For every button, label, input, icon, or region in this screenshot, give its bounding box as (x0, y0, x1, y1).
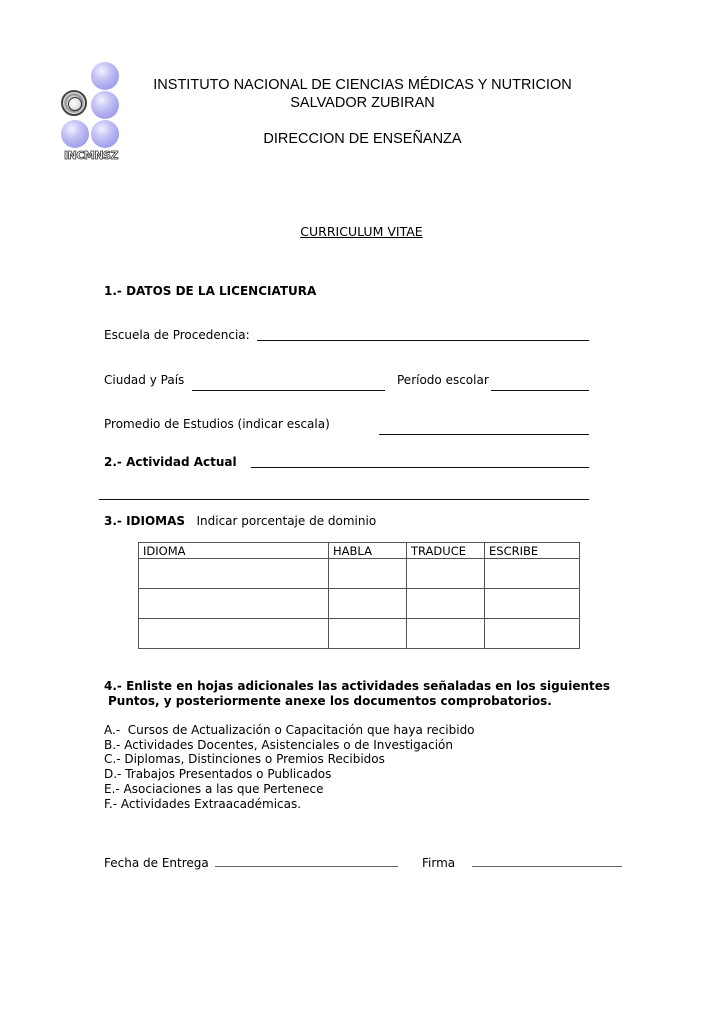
column-header-idioma: IDIOMA (139, 543, 329, 559)
logo-sphere-icon (61, 120, 89, 148)
section3-subtitle: Indicar porcentaje de dominio (196, 514, 377, 528)
actividad-field[interactable] (251, 467, 589, 468)
promedio-label: Promedio de Estudios (indicar escala) (104, 417, 330, 431)
list-item: A.- Cursos de Actualización o Capacitación que haya recibido (104, 723, 475, 737)
habla-cell[interactable] (329, 619, 407, 649)
idioma-cell[interactable] (139, 559, 329, 589)
section4-heading (104, 679, 610, 709)
firma-label: Firma (422, 856, 456, 870)
logo-acronym: INCMNSZ (64, 149, 118, 162)
fecha-field[interactable] (215, 866, 398, 867)
column-header-habla: HABLA (329, 543, 407, 559)
section3-heading: 3.- IDIOMAS (104, 514, 186, 528)
actividad-field-continued[interactable] (99, 499, 589, 500)
escuela-field[interactable] (257, 340, 589, 341)
section1-heading: 1.- DATOS DE LA LICENCIATURA (104, 284, 317, 298)
firma-field[interactable] (472, 866, 622, 867)
list-item: E.- Asociaciones a las que Pertenece (104, 781, 324, 796)
logo-sphere-icon (91, 62, 119, 90)
ciudad-field[interactable] (192, 390, 385, 391)
habla-cell[interactable] (329, 589, 407, 619)
languages-table (138, 542, 580, 649)
seal-icon (61, 90, 87, 116)
institution-logo (55, 58, 125, 170)
fecha-label: Fecha de Entrega (104, 856, 209, 870)
promedio-field[interactable] (379, 434, 589, 435)
table-header-row (139, 543, 580, 559)
institution-name-line1: INSTITUTO NACIONAL DE CIENCIAS MÉDICAS Y NUTRICION (153, 77, 572, 93)
traduce-cell[interactable] (407, 559, 485, 589)
table-row (139, 559, 580, 589)
logo-sphere-icon (91, 120, 119, 148)
institution-name-line2: SALVADOR ZUBIRAN (290, 95, 435, 111)
section4-heading-line1: 4.- Enliste en hojas adicionales las actividades señaladas en los siguientes (104, 679, 611, 693)
escribe-cell[interactable] (485, 589, 580, 619)
escuela-label: Escuela de Procedencia: (104, 328, 250, 342)
escribe-cell[interactable] (485, 559, 580, 589)
document-title-text: CURRICULUM VITAE (300, 224, 423, 239)
table-row (139, 589, 580, 619)
habla-cell[interactable] (329, 559, 407, 589)
escribe-cell[interactable] (485, 619, 580, 649)
periodo-label: Período escolar (397, 373, 489, 387)
list-item: F.- Actividades Extraacadémicas. (104, 796, 302, 811)
list-item: C.- Diplomas, Distinciones o Premios Recibidos (104, 752, 385, 767)
section4-heading-line2: Puntos, y posteriormente anexe los documentos comprobatorios. (108, 694, 552, 708)
traduce-cell[interactable] (407, 589, 485, 619)
list-item: D.- Trabajos Presentados o Publicados (104, 767, 332, 782)
periodo-field[interactable] (491, 390, 589, 391)
document-title (0, 224, 725, 239)
table-row (139, 619, 580, 649)
column-header-escribe: ESCRIBE (485, 543, 580, 559)
list-item: B.- Actividades Docentes, Asistenciales o de Investigación (104, 737, 453, 752)
section2-heading: 2.- Actividad Actual (104, 455, 237, 469)
logo-sphere-icon (91, 91, 119, 119)
section3-header (104, 514, 376, 528)
activities-list (104, 723, 475, 811)
document-header (140, 76, 585, 148)
traduce-cell[interactable] (407, 619, 485, 649)
column-header-traduce: TRADUCE (407, 543, 485, 559)
ciudad-label: Ciudad y País (104, 373, 185, 387)
idioma-cell[interactable] (139, 589, 329, 619)
department-name: DIRECCION DE ENSEÑANZA (263, 131, 462, 147)
idioma-cell[interactable] (139, 619, 329, 649)
